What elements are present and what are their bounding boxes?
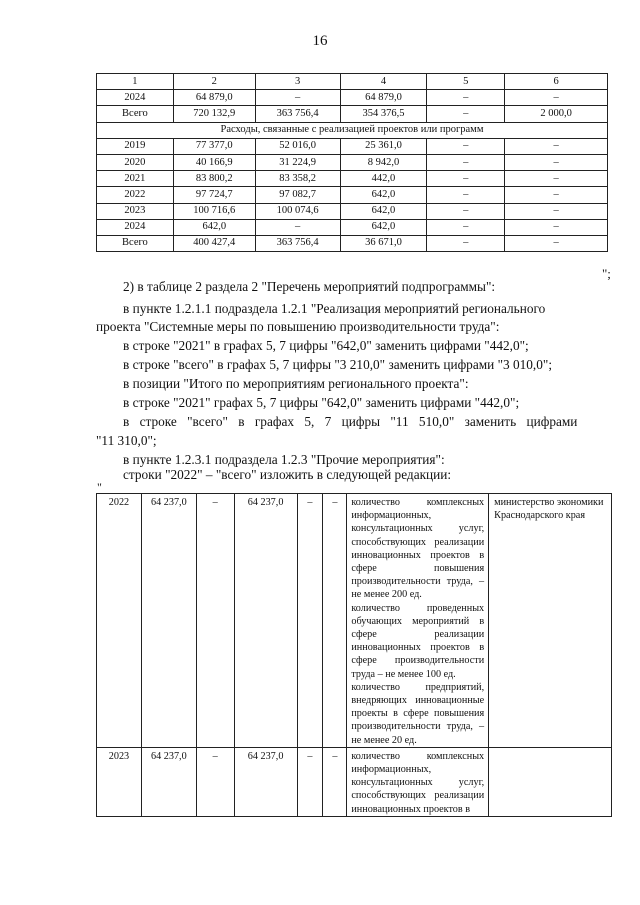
value-cell: 363 756,4 (255, 106, 340, 122)
value-cell: 642,0 (173, 219, 255, 235)
financing-table (96, 73, 608, 252)
cell: – (297, 494, 323, 748)
cell: 64 237,0 (234, 494, 297, 748)
year-cell: 2023 (97, 747, 142, 816)
value-cell: 8 942,0 (340, 154, 427, 170)
value-cell: – (427, 171, 505, 187)
year-cell: 2022 (97, 494, 142, 748)
cell: – (196, 494, 234, 748)
value-cell: – (427, 106, 505, 122)
paragraph-2: в пункте 1.2.1.1 подраздела 1.2.1 "Реализация мероприятий регионального (123, 301, 546, 316)
value-cell: – (505, 90, 608, 106)
indicator-text: количество комплексных информационных, консультационных услуг, способствующих реализации инновационных проектов в (351, 750, 485, 815)
value-cell: 77 377,0 (173, 138, 255, 154)
indicator-text: количество предприятий, внедряющих инновационные проекты в сфере повышения производительности труда, – не менее 20 ед. (351, 681, 485, 746)
value-cell: 4 (340, 74, 427, 90)
total-cell: 64 237,0 (141, 747, 196, 816)
section-row (97, 122, 608, 138)
indicator-text: количество комплексных информационных, консультационных услуг, способствующих реализации инновационных проектов в сфере повышения производительности труда, – не менее 200 ед. (351, 497, 485, 601)
paragraph-10: в пункте 1.2.3.1 подраздела 1.2.3 "Прочие мероприятия": (123, 452, 445, 467)
value-cell: – (505, 203, 608, 219)
value-cell: 36 671,0 (340, 235, 427, 251)
value-cell: – (427, 90, 505, 106)
paragraph-8: в строке "всего" в графах 5, 7 цифры "11 510,0" заменить цифрами (123, 414, 578, 429)
value-cell: – (255, 90, 340, 106)
value-cell: 642,0 (340, 219, 427, 235)
value-cell: 97 082,7 (255, 187, 340, 203)
indicator-text: количество проведенных обучающих мероприятий в сфере реализации инновационных проектов в сфере производительности труда – не менее 100 ед. (351, 602, 485, 680)
value-cell: – (427, 235, 505, 251)
row-label-cell: 2019 (97, 138, 174, 154)
value-cell: 100 074,6 (255, 203, 340, 219)
paragraph-6: в позиции "Итого по мероприятиям регионального проекта": (123, 376, 469, 391)
table-row (97, 106, 608, 122)
executor-cell (489, 747, 612, 816)
indicators-cell (347, 747, 489, 816)
table2-opening-quote: " (97, 480, 102, 494)
value-cell: 64 879,0 (340, 90, 427, 106)
page-number: 16 (312, 33, 328, 49)
paragraph-1: 2) в таблице 2 раздела 2 "Перечень мероприятий подпрограммы": (123, 279, 496, 294)
table-row (97, 219, 608, 235)
table-row (97, 154, 608, 170)
value-cell: 442,0 (340, 171, 427, 187)
value-cell: 64 879,0 (173, 90, 255, 106)
table-row (97, 90, 608, 106)
value-cell: – (505, 187, 608, 203)
paragraph-11: строки "2022" – "всего" изложить в следующей редакции: (123, 467, 452, 482)
value-cell: 363 756,4 (255, 235, 340, 251)
value-cell: – (427, 203, 505, 219)
row-label-cell: Всего (97, 235, 174, 251)
value-cell: 40 166,9 (173, 154, 255, 170)
value-cell: 642,0 (340, 203, 427, 219)
row-label-cell: Всего (97, 106, 174, 122)
table-row (97, 494, 612, 748)
value-cell: 5 (427, 74, 505, 90)
value-cell: – (505, 235, 608, 251)
row-label-cell: 2021 (97, 171, 174, 187)
cell: – (323, 747, 347, 816)
table1-closing-quote: "; (602, 266, 611, 281)
indicators-cell (347, 494, 489, 748)
row-label-cell: 2022 (97, 187, 174, 203)
paragraph-4: в строке "2021" в графах 5, 7 цифры "642,0" заменить цифрами "442,0"; (123, 338, 529, 353)
value-cell: – (255, 219, 340, 235)
value-cell: – (505, 154, 608, 170)
value-cell: 354 376,5 (340, 106, 427, 122)
table-row (97, 203, 608, 219)
paragraph-7: в строке "2021" графах 5, 7 цифры "642,0" заменить цифрами "442,0"; (123, 395, 520, 410)
value-cell: 52 016,0 (255, 138, 340, 154)
value-cell: 83 358,2 (255, 171, 340, 187)
value-cell: – (505, 171, 608, 187)
row-label-cell: 1 (97, 74, 174, 90)
table-row (97, 235, 608, 251)
activities-table (96, 493, 612, 817)
cell: – (323, 494, 347, 748)
section-title: Расходы, связанные с реализацией проектов или программ (97, 122, 608, 138)
value-cell: – (427, 154, 505, 170)
paragraph-5: в строке "всего" в графах 5, 7 цифры "3 210,0" заменить цифрами "3 010,0"; (123, 357, 553, 372)
value-cell: 31 224,9 (255, 154, 340, 170)
table-row (97, 138, 608, 154)
value-cell: 400 427,4 (173, 235, 255, 251)
value-cell: – (427, 187, 505, 203)
row-label-cell: 2023 (97, 203, 174, 219)
value-cell: 83 800,2 (173, 171, 255, 187)
value-cell: 100 716,6 (173, 203, 255, 219)
value-cell: 6 (505, 74, 608, 90)
cell: – (297, 747, 323, 816)
row-label-cell: 2020 (97, 154, 174, 170)
value-cell: 25 361,0 (340, 138, 427, 154)
paragraph-9: "11 310,0"; (96, 433, 157, 448)
table-row (97, 747, 612, 816)
table-row (97, 187, 608, 203)
row-label-cell: 2024 (97, 219, 174, 235)
value-cell: 3 (255, 74, 340, 90)
value-cell: – (427, 219, 505, 235)
total-cell: 64 237,0 (141, 494, 196, 748)
value-cell: – (505, 138, 608, 154)
value-cell: 2 000,0 (505, 106, 608, 122)
header-row (97, 74, 608, 90)
value-cell: 97 724,7 (173, 187, 255, 203)
cell: 64 237,0 (234, 747, 297, 816)
paragraph-3: проекта "Системные меры по повышению производительности труда": (96, 319, 500, 334)
table-row (97, 171, 608, 187)
value-cell: 642,0 (340, 187, 427, 203)
executor-cell: министерство экономики Краснодарского края (489, 494, 612, 748)
value-cell: 720 132,9 (173, 106, 255, 122)
cell: – (196, 747, 234, 816)
value-cell: – (505, 219, 608, 235)
row-label-cell: 2024 (97, 90, 174, 106)
value-cell: 2 (173, 74, 255, 90)
value-cell: – (427, 138, 505, 154)
